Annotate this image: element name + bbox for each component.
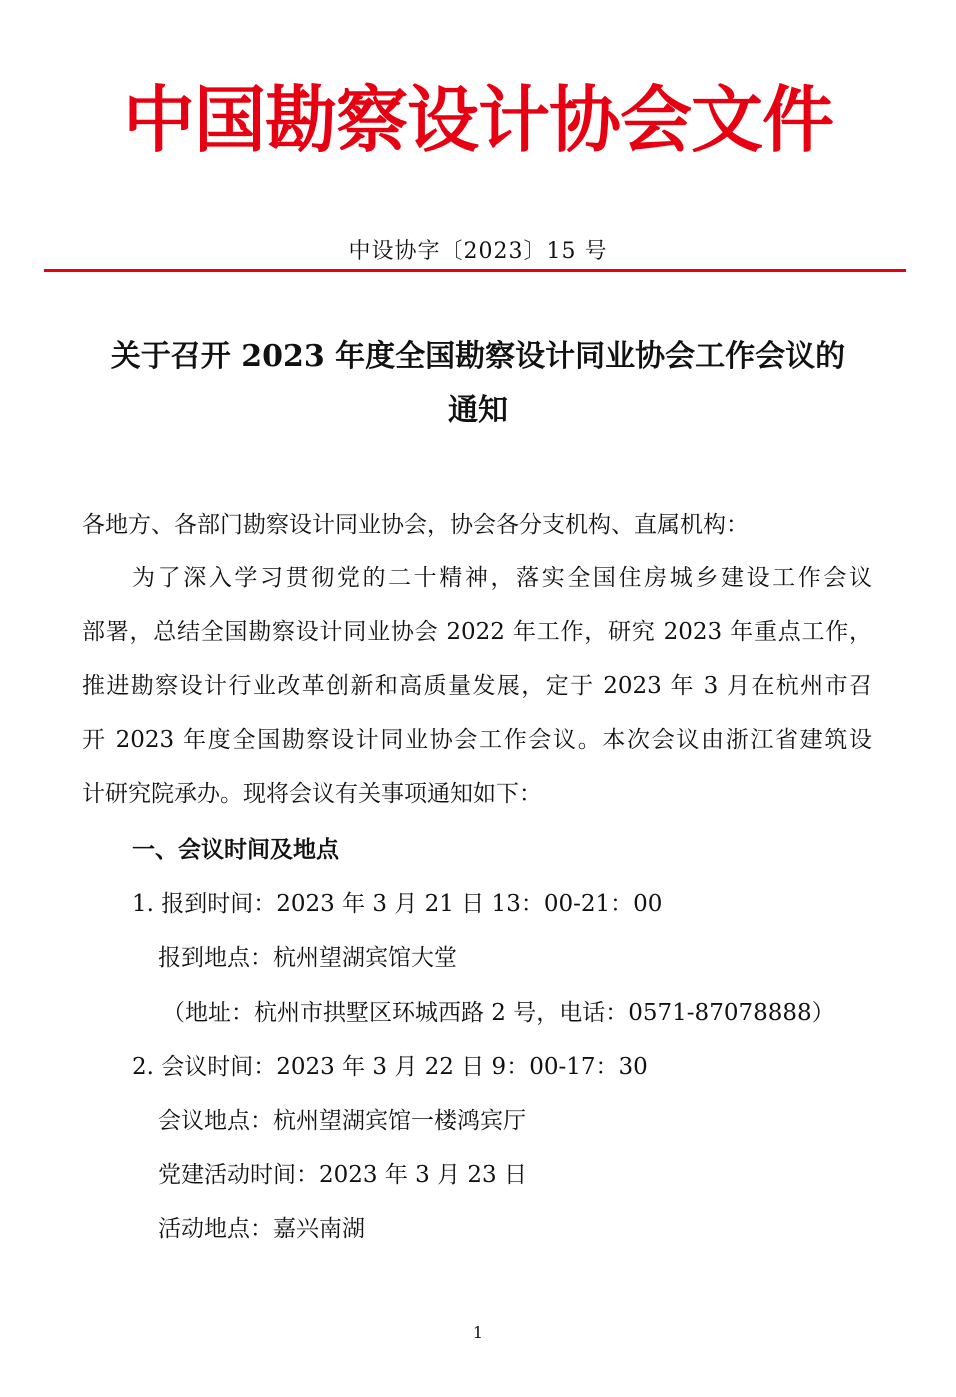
- title-line: 通知: [448, 393, 508, 428]
- section-heading: 一、会议时间及地点: [132, 836, 339, 863]
- list-item: 报到地点：杭州望湖宾馆大堂: [158, 945, 457, 971]
- red-divider: [44, 269, 906, 272]
- page-number: 1: [472, 1323, 484, 1342]
- intro-line: 开 2023 年度全国勘察设计同业协会工作会议。本次会议由浙江省建筑设: [82, 727, 872, 753]
- list-item: 2. 会议时间：2023 年 3 月 22 日 9：00-17：30: [132, 1054, 648, 1080]
- document-number: 中设协字〔2023〕15 号: [348, 239, 608, 264]
- list-item: 党建活动时间：2023 年 3 月 23 日: [158, 1162, 527, 1188]
- list-item: （地址：杭州市拱墅区环城西路 2 号，电话：0571-87078888）: [162, 1000, 835, 1026]
- intro-line: 部署，总结全国勘察设计同业协会 2022 年工作，研究 2023 年重点工作，: [82, 619, 872, 645]
- intro-line: 为了深入学习贯彻党的二十精神，落实全国住房城乡建设工作会议: [132, 565, 872, 591]
- title-line: 关于召开 2023 年度全国勘察设计同业协会工作会议的: [110, 339, 846, 374]
- document-title: [60, 330, 896, 438]
- intro-line: 推进勘察设计行业改革创新和高质量发展，定于 2023 年 3 月在杭州市召: [82, 673, 872, 699]
- list-item: 活动地点：嘉兴南湖: [158, 1216, 365, 1242]
- list-item: 1. 报到时间：2023 年 3 月 21 日 13：00-21：00: [132, 891, 663, 917]
- list-item: 会议地点：杭州望湖宾馆一楼鸿宾厅: [158, 1108, 526, 1134]
- intro-line: 计研究院承办。现将会议有关事项通知如下：: [82, 781, 542, 807]
- salutation: 各地方、各部门勘察设计同业协会，协会各分支机构、直属机构：: [82, 512, 749, 538]
- issuer-header: 中国勘察设计协会文件: [122, 78, 833, 162]
